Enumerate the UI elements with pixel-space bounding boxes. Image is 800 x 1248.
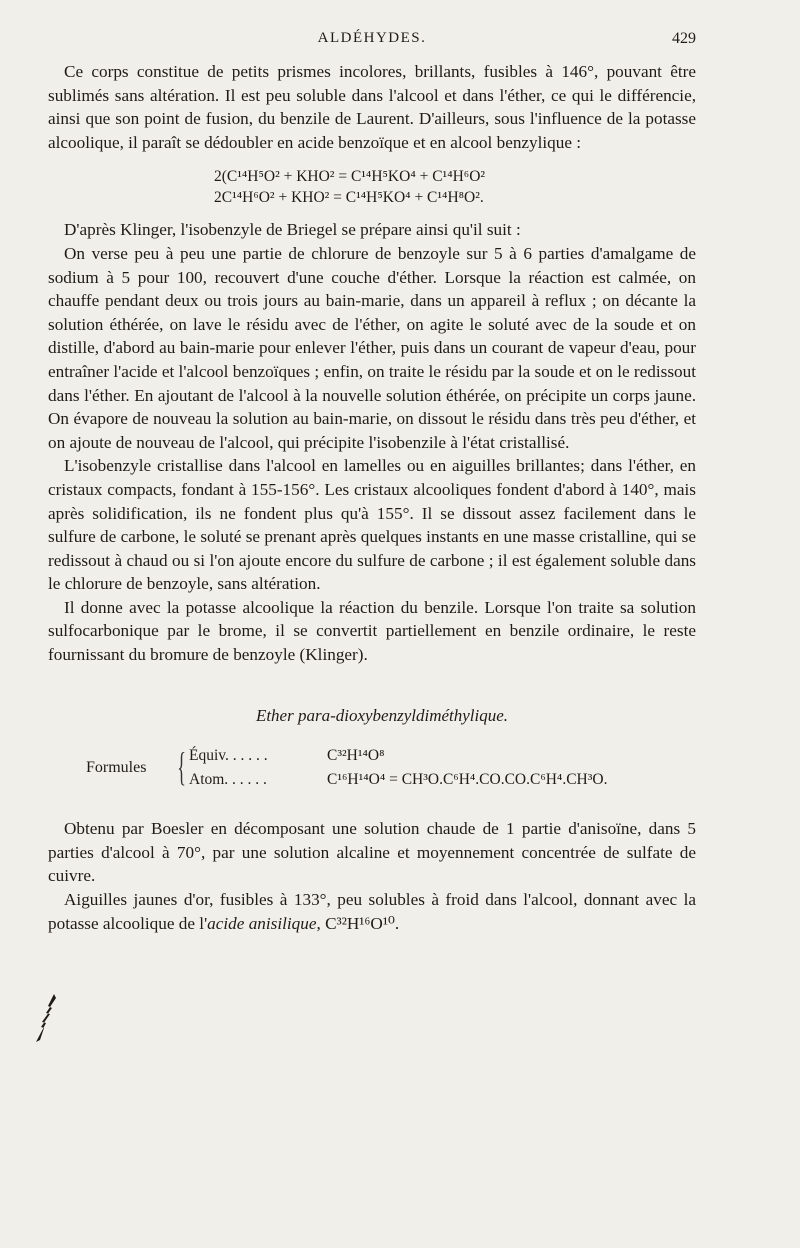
reaction-equations <box>48 166 696 208</box>
page-number: 429 <box>672 30 696 47</box>
paragraph-crystallization: L'isobenzyle cristallise dans l'alcool en lamelles ou en aiguilles brillantes; dans l'éther, en cristaux compacts, fondant à 155-156°. Les cristaux alcooliques fondent d'abord à 140°, mais après solidification, ils ne fondent plus qu'à 155°. Il se dissout assez facilement dans le sulfure de carbone, le soluté se prenant après quelques instants en une masse cristalline, qui se redissout à chaud ou si l'on ajoute encore du sulfure de carbone ; il est également soluble dans le chlorure de benzoyle, sans altération. <box>48 456 696 594</box>
section-heading: Ether para-dioxybenzyldiméthylique. <box>255 705 509 725</box>
atom-label: Atom. . . . . . <box>189 771 267 789</box>
main-text <box>48 60 696 935</box>
paragraph-needles <box>48 888 696 935</box>
equation-line-1: 2(C¹⁴H⁵O² + KHO² = C¹⁴H⁵KO⁴ + C¹⁴H⁶O² <box>214 168 486 186</box>
formula-row-equiv <box>189 744 384 768</box>
acid-name: acide anisilique <box>207 913 317 933</box>
paragraph-obtention: Obtenu par Boesler en décomposant une solution chaude de 1 partie d'anisoïne, dans 5 parties d'alcool à 70°, par une solution alcaline et moyennement concentrée de sulfate de cuivre. <box>48 819 696 886</box>
needles-text: Aiguilles jaunes d'or, fusibles à 133°, peu solubles à froid dans l'alcool, donnant avec la potasse alcoolique de l' <box>48 890 696 933</box>
formulas-label: Formules <box>86 759 147 777</box>
running-title: ALDÉHYDES. <box>317 30 427 46</box>
paragraph-klinger-intro: D'après Klinger, l'isobenzyle de Briegel se prépare ainsi qu'il suit : <box>64 220 521 240</box>
paragraph-preparation: On verse peu à peu une partie de chlorure de benzoyle sur 5 à 6 parties d'amalgame de sodium à 5 pour 100, recouvert d'une couche d'éther. Lorsque la réaction est calmée, on chauffe pendant deux ou trois jours au bain-marie, dans un appareil à reflux ; on décante la solution éthérée, on lave le résidu avec de l'éther, on agite le soluté avec de la soude et on distille, d'abord au bain-marie pour enlever l'éther, puis dans un courant de vapeur d'eau, pour entraîner l'acide et l'alcool benzoïques ; enfin, on traite le résidu par la soude et on le redissout dans l'éther. En ajoutant de l'alcool à la nouvelle solution éthérée, on précipite un corps jaune. On évapore de nouveau la solution au bain-marie, on dissout le résidu dans très peu d'éther, et on ajoute de nouveau de l'alcool, qui précipite l'isobenzile à l'état cristallisé. <box>48 243 696 452</box>
equiv-formula: C³²H¹⁴O⁸ <box>327 747 385 765</box>
paragraph-properties: Ce corps constitue de petits prismes incolores, brillants, fusibles à 146°, pouvant être sublimés sans altération. Il est peu soluble dans l'alcool et dans l'éther, ce qui le différencie, ainsi que son point de fusion, du benzile de Laurent. D'ailleurs, sous l'influence de la potasse alcoolique, il paraît se dédoubler en acide benzoïque et en alcool benzylique : <box>48 62 696 152</box>
paragraph-reaction: Il donne avec la potasse alcoolique la réaction du benzile. Lorsque l'on traite sa solution sulfocarbonique par le brome, il se convertit partiellement en benzile ordinaire, le reste fournissant du bromure de benzoyle (Klinger). <box>48 597 696 665</box>
brace-symbol: { <box>177 744 186 790</box>
equiv-label: Équiv. . . . . . <box>189 747 268 765</box>
running-head <box>48 30 696 54</box>
atom-formula: C¹⁶H¹⁴O⁴ = CH³O.C⁶H⁴.CO.CO.C⁶H⁴.CH³O. <box>327 771 608 789</box>
formulas-table <box>48 743 696 793</box>
equation-line-2: 2C¹⁴H⁶O² + KHO² = C¹⁴H⁵KO⁴ + C¹⁴H⁸O². <box>214 189 484 207</box>
formula-row-atom <box>189 768 607 792</box>
acid-formula: , C³²H¹⁶O¹⁰. <box>316 913 400 933</box>
ink-blot-mark <box>34 992 58 1044</box>
